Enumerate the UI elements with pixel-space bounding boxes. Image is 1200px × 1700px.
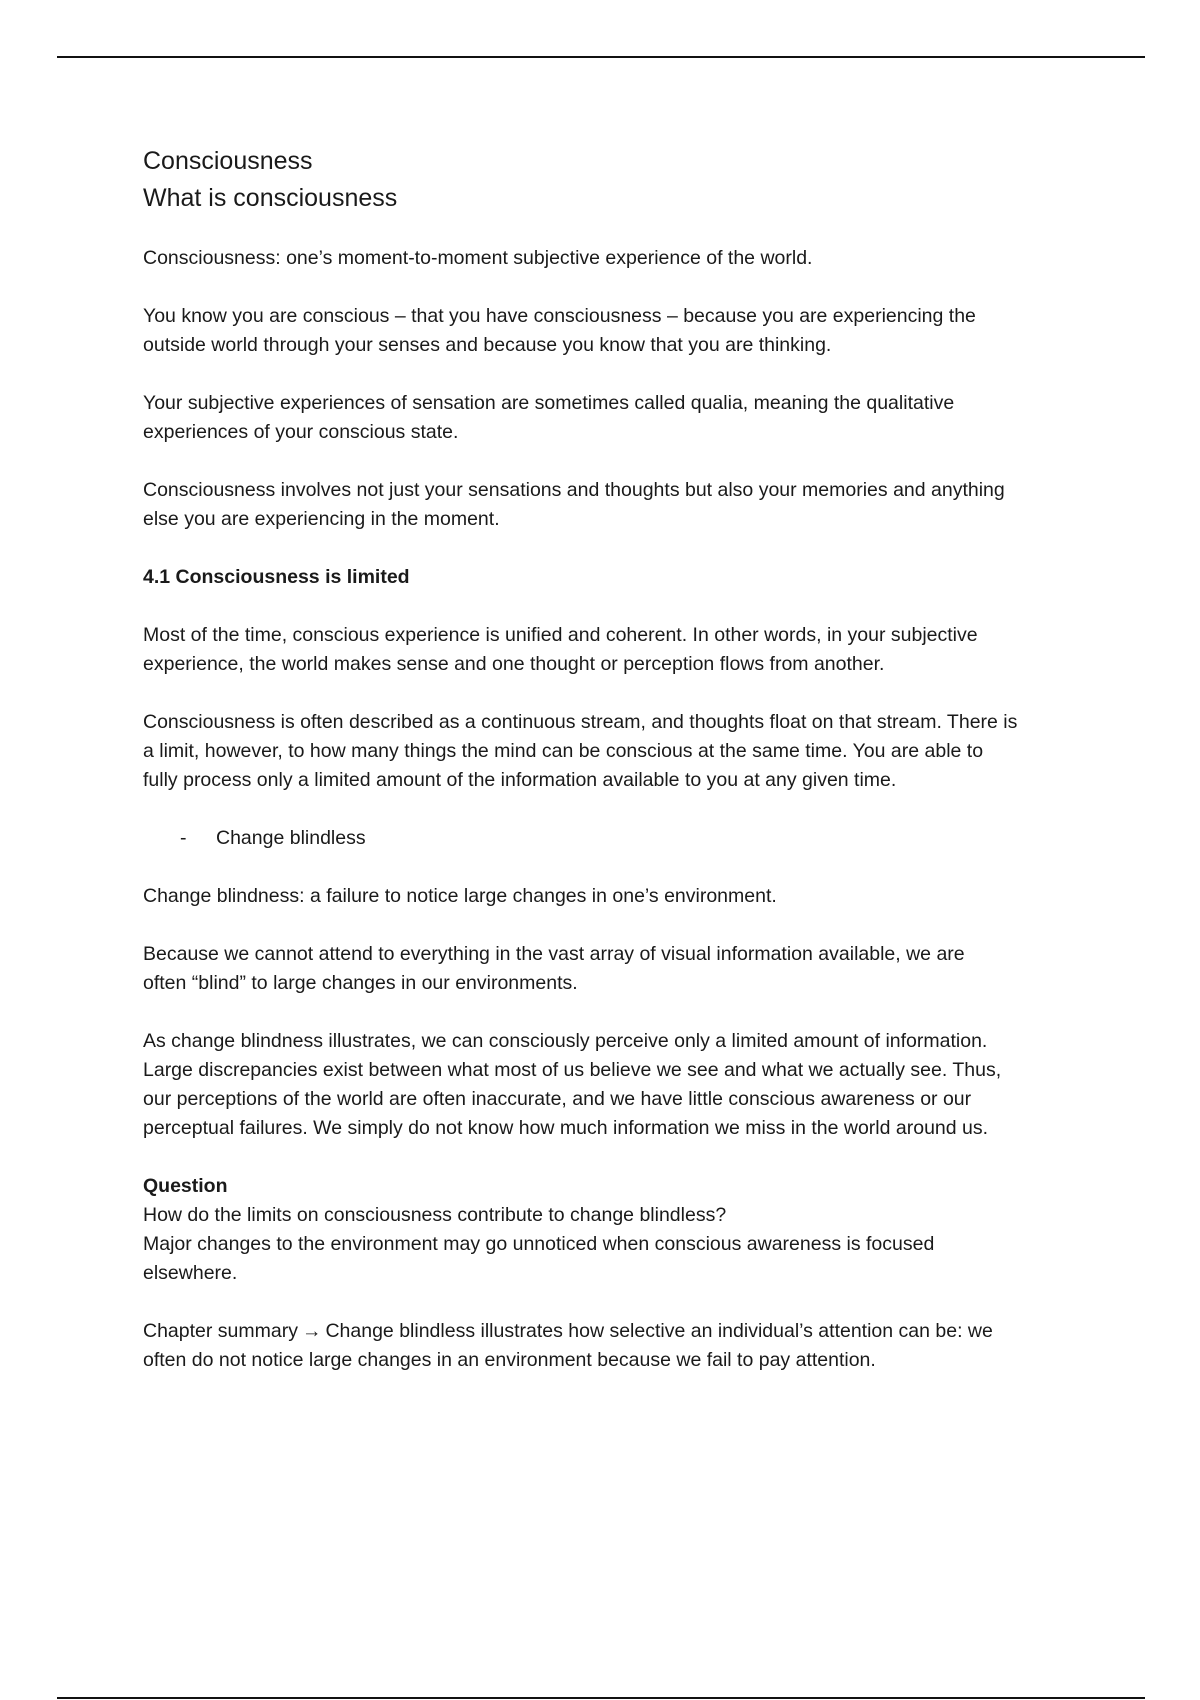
paragraph-line: often “blind” to large changes in our environments.: [143, 972, 578, 994]
paragraph-line: Because we cannot attend to everything in the vast array of visual information available, we are: [143, 943, 965, 965]
paragraph-line: As change blindness illustrates, we can consciously perceive only a limited amount of information.: [143, 1030, 988, 1052]
answer-line: elsewhere.: [143, 1262, 238, 1284]
paragraph-line: You know you are conscious – that you have consciousness – because you are experiencing the: [143, 305, 976, 327]
paragraph-line: Large discrepancies exist between what most of us believe we see and what we actually see. Thus,: [143, 1059, 1002, 1081]
paragraph-line: else you are experiencing in the moment.: [143, 508, 500, 530]
document-title: [143, 143, 1063, 217]
summary-label: Chapter summary: [143, 1320, 298, 1342]
section-heading: 4.1 Consciousness is limited: [143, 566, 410, 588]
summary-line: often do not notice large changes in an environment because we fail to pay attention.: [143, 1349, 876, 1371]
title-line-1: Consciousness: [143, 147, 313, 175]
paragraph-line: Consciousness is often described as a continuous stream, and thoughts float on that stream. There is: [143, 711, 1018, 733]
question-heading: Question: [143, 1175, 228, 1197]
bullet-text: Change blindless: [216, 827, 366, 849]
paragraph-line: experience, the world makes sense and one thought or perception flows from another.: [143, 653, 885, 675]
answer-line: Major changes to the environment may go unnoticed when conscious awareness is focused: [143, 1233, 935, 1255]
paragraph-stream: [143, 708, 1063, 795]
bottom-rule: [57, 1697, 1145, 1699]
paragraph-unified: [143, 621, 1063, 679]
paragraph-definition: Consciousness: one’s moment-to-moment subjective experience of the world.: [143, 247, 813, 269]
bullet-dash: -: [180, 827, 187, 849]
paragraph-line: our perceptions of the world are often inaccurate, and we have little conscious awareness or our: [143, 1088, 972, 1110]
paragraph-cb-definition: Change blindness: a failure to notice large changes in one’s environment.: [143, 885, 777, 907]
chapter-summary: [143, 1317, 1063, 1375]
paragraph-line: experiences of your conscious state.: [143, 421, 459, 443]
paragraph-line: a limit, however, to how many things the mind can be conscious at the same time. You are able to: [143, 740, 984, 762]
paragraph-because: [143, 940, 1063, 998]
paragraph-line: Consciousness involves not just your sensations and thoughts but also your memories and anything: [143, 479, 1005, 501]
document-body: [143, 143, 1063, 1375]
paragraph-know: [143, 302, 1063, 360]
question-block: [143, 1172, 1063, 1288]
summary-text: Change blindless illustrates how selective an individual’s attention can be: we: [325, 1320, 993, 1342]
paragraph-illustrates: [143, 1027, 1063, 1143]
bullet-item: [180, 824, 1063, 853]
top-rule: [57, 56, 1145, 58]
title-line-2: What is consciousness: [143, 184, 398, 212]
paragraph-line: outside world through your senses and because you know that you are thinking.: [143, 334, 832, 356]
paragraph-line: Most of the time, conscious experience is unified and coherent. In other words, in your subjective: [143, 624, 978, 646]
paragraph-line: perceptual failures. We simply do not know how much information we miss in the world around us.: [143, 1117, 989, 1139]
paragraph-line: fully process only a limited amount of the information available to you at any given time.: [143, 769, 897, 791]
question-text: How do the limits on consciousness contribute to change blindless?: [143, 1204, 727, 1226]
paragraph-line: Your subjective experiences of sensation are sometimes called qualia, meaning the qualitative: [143, 392, 955, 414]
summary-line: [143, 1317, 1063, 1346]
arrow-right-icon: →: [301, 1320, 322, 1342]
paragraph-involves: [143, 476, 1063, 534]
paragraph-qualia: [143, 389, 1063, 447]
